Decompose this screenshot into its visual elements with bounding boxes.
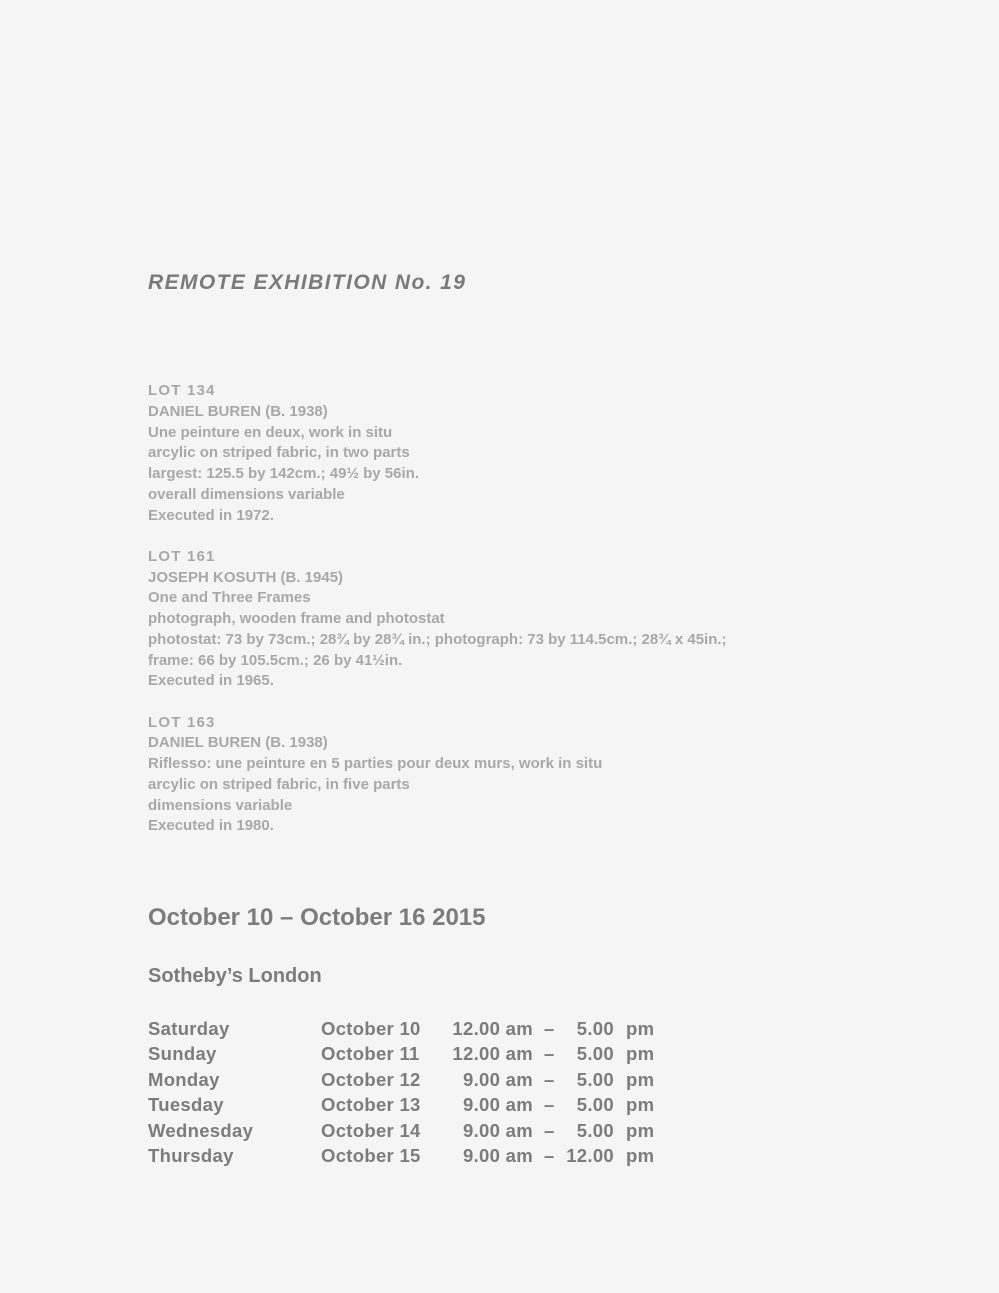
venue-name: Sotheby’s London xyxy=(148,965,322,987)
schedule-end-time: 5.00 xyxy=(576,1068,614,1090)
schedule-date: October 14 xyxy=(321,1119,421,1141)
lot-dimensions: frame: 66 by 105.5cm.; 26 by 41½in. xyxy=(148,651,403,669)
lot-medium: arcylic on striped fabric, in five parts xyxy=(148,775,410,793)
schedule-date: October 15 xyxy=(321,1144,421,1166)
schedule-dash: – xyxy=(544,1068,555,1090)
schedule-start-time: 9.00 am xyxy=(463,1144,533,1166)
schedule-dash: – xyxy=(544,1018,555,1039)
exhibition-dates: October 10 – October 16 2015 xyxy=(148,904,486,931)
lot-dimensions: dimensions variable xyxy=(148,796,293,814)
lot-work-title: Riflesso: une peinture en 5 parties pour deux murs, work in situ xyxy=(148,755,603,772)
lot-number: LOT 161 xyxy=(148,547,216,565)
schedule-day: Monday xyxy=(148,1068,220,1090)
schedule-day: Thursday xyxy=(148,1144,234,1166)
lot-executed: Executed in 1965. xyxy=(148,672,274,690)
lot-medium: arcylic on striped fabric, in two parts xyxy=(148,444,410,462)
schedule-date: October 11 xyxy=(321,1043,420,1065)
schedule-end-time: 5.00 xyxy=(576,1094,614,1116)
schedule-date: October 10 xyxy=(321,1018,421,1039)
schedule-start-time: 12.00 am xyxy=(452,1043,533,1065)
schedule-start-time: 9.00 am xyxy=(463,1068,533,1090)
lot-work-title: One and Three Frames xyxy=(148,589,311,607)
schedule-dash: – xyxy=(544,1043,555,1065)
lot-work-title: Une peinture en deux, work in situ xyxy=(148,423,393,441)
schedule-end-period: pm xyxy=(626,1068,655,1090)
lot-executed: Executed in 1980. xyxy=(148,817,274,835)
schedule-day: Tuesday xyxy=(148,1094,224,1116)
schedule-dash: – xyxy=(544,1094,555,1116)
schedule-day: Wednesday xyxy=(148,1119,254,1141)
lot-entry xyxy=(148,713,948,838)
schedule-end-time: 5.00 xyxy=(576,1043,614,1065)
schedule-end-time: 5.00 xyxy=(576,1119,614,1141)
schedule-end-period: pm xyxy=(626,1119,655,1141)
lot-list xyxy=(148,381,948,858)
page-title: REMOTE EXHIBITION No. 19 xyxy=(148,271,467,294)
schedule-date: October 12 xyxy=(321,1068,421,1090)
lot-executed: Executed in 1972. xyxy=(148,506,274,524)
lot-number: LOT 134 xyxy=(148,382,216,399)
lot-artist: DANIEL BUREN (B. 1938) xyxy=(148,734,328,752)
lot-entry xyxy=(148,381,948,526)
lot-number: LOT 163 xyxy=(148,713,216,731)
schedule-end-time: 5.00 xyxy=(576,1018,614,1039)
schedule-end-period: pm xyxy=(626,1018,655,1039)
schedule-date: October 13 xyxy=(321,1094,421,1116)
lot-dimensions: largest: 125.5 by 142cm.; 49½ by 56in. xyxy=(148,465,419,482)
lot-medium: photograph, wooden frame and photostat xyxy=(148,610,445,627)
schedule-start-time: 9.00 am xyxy=(463,1094,533,1116)
schedule-end-period: pm xyxy=(626,1043,655,1065)
lot-artist: DANIEL BUREN (B. 1938) xyxy=(148,402,328,420)
schedule-end-time: 12.00 xyxy=(566,1144,614,1166)
schedule-end-period: pm xyxy=(626,1144,655,1166)
schedule-start-time: 9.00 am xyxy=(463,1119,533,1141)
schedule-day: Saturday xyxy=(148,1018,230,1039)
schedule-end-period: pm xyxy=(626,1094,655,1116)
lot-artist: JOSEPH KOSUTH (B. 1945) xyxy=(148,568,344,586)
schedule-start-time: 12.00 am xyxy=(452,1018,533,1039)
schedule-dash: – xyxy=(544,1144,555,1166)
lot-entry xyxy=(148,547,948,692)
lot-dimensions: overall dimensions variable xyxy=(148,485,345,503)
schedule-day: Sunday xyxy=(148,1043,217,1065)
schedule-dash: – xyxy=(544,1119,555,1141)
lot-dimensions: photostat: 73 by 73cm.; 28¾ by 28¾ in.; photograph: 73 by 114.5cm.; 28¾ x 45in.; xyxy=(148,630,727,648)
